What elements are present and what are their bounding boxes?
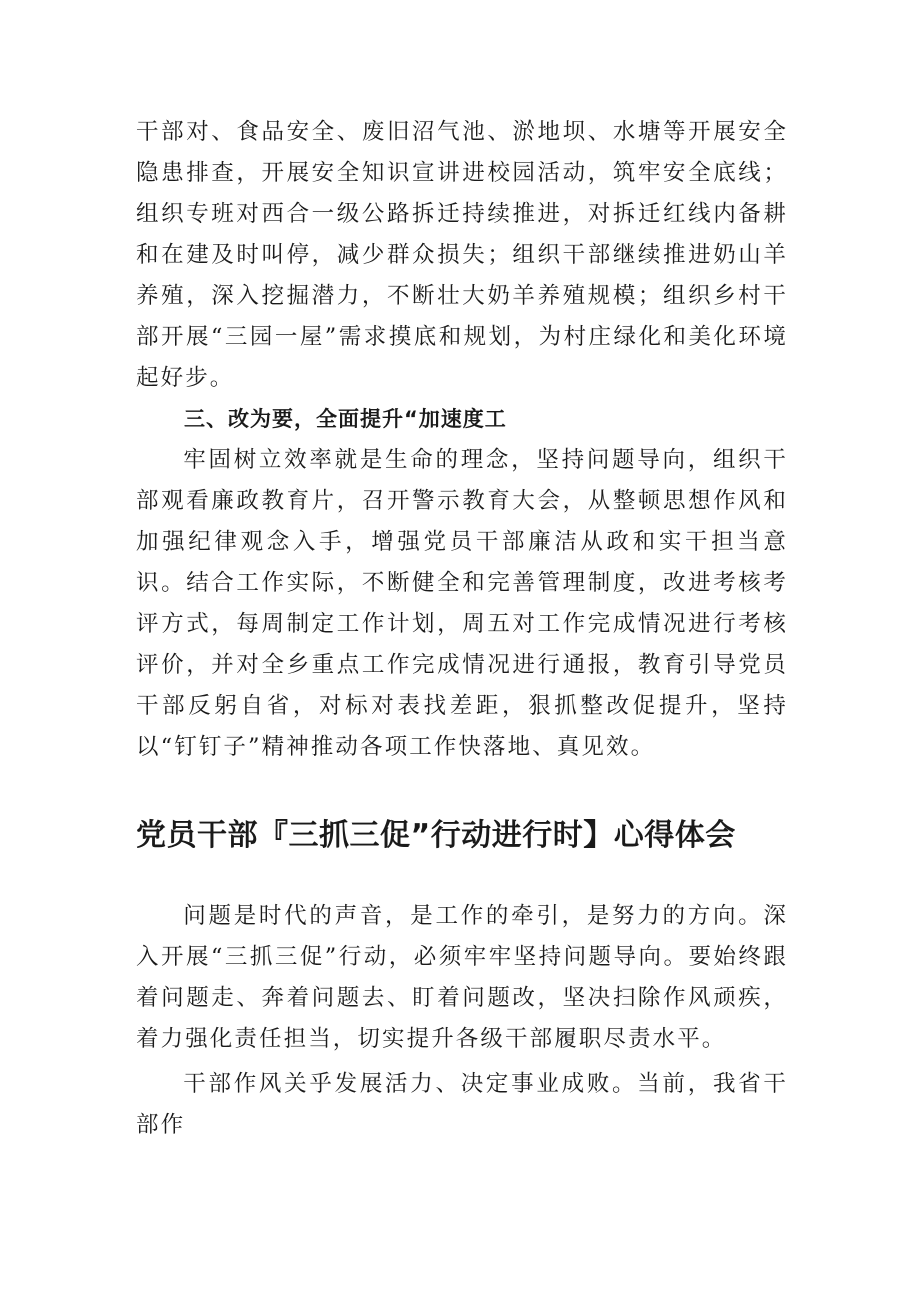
article-paragraph-1: 问题是时代的声音，是工作的牵引，是努力的方向。深入开展“三抓三促”行动，必须牢牢坚持问题导向。要始终跟着问题走、奔着问题去、盯着问题改，坚决扫除作风顽疾，着力强化责任担当，切实提升各级干部履职尽责水平。 <box>136 903 788 1052</box>
section-body-paragraph: 牢固树立效率就是生命的理念，坚持问题导向，组织干部观看廉政教育片，召开警示教育大会，从整顿思想作风和加强纪律观念入手，增强党员干部廉洁从政和实干担当意识。结合工作实际，不断健全和完善管理制度，改进考核考评方式，每周制定工作计划，周五对工作完成情况进行考核评价，并对全乡重点工作完成情况进行通报，教育引导党员干部反躬自省，对标对表找差距，狠抓整改促提升，坚持以“钉钉子”精神推动各项工作快落地、真见效。 <box>136 447 788 760</box>
document-page <box>136 112 788 1146</box>
section-heading: 三、改为要，全面提升“加速度工 <box>184 407 507 431</box>
article-paragraph-2: 干部作风关乎发展活力、决定事业成败。当前，我省干部作 <box>136 1071 788 1138</box>
article-title: 党员干部『三抓三促”行动进行时】心得体会 <box>136 818 736 853</box>
continuation-paragraph: 干部对、食品安全、废旧沼气池、淤地坝、水塘等开展安全隐患排查，开展安全知识宣讲进校园活动，筑牢安全底线；组织专班对西合一级公路拆迁持续推进，对拆迁红线内备耕和在建及时叫停，减少群众损失；组织干部继续推进奶山羊养殖，深入挖掘潜力，不断壮大奶羊养殖规模；组织乡村干部开展“三园一屋”需求摸底和规划，为村庄绿化和美化环境起好步。 <box>136 119 788 391</box>
